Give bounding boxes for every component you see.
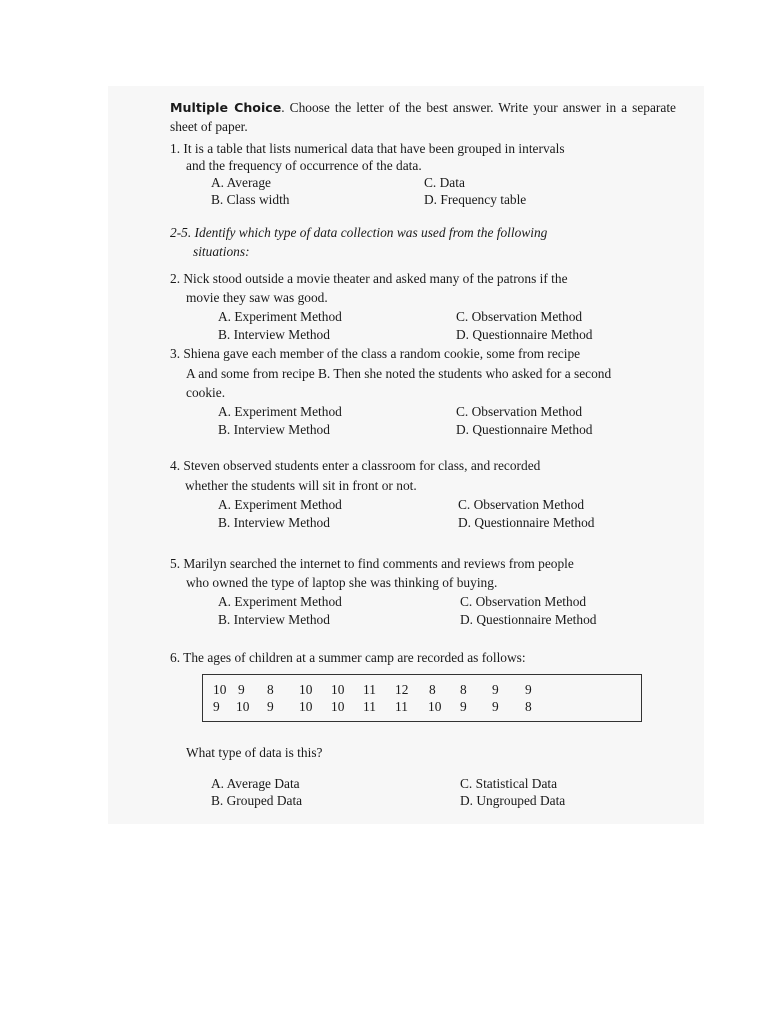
q6-prompt: What type of data is this?	[186, 745, 323, 760]
section-heading-line2: situations:	[193, 244, 250, 259]
age-value: 10	[299, 699, 313, 714]
age-value: 10	[236, 699, 250, 714]
age-value: 9	[213, 699, 220, 714]
q2-option-b: B. Interview Method	[218, 327, 330, 342]
q6-option-a: A. Average Data	[211, 776, 300, 791]
age-value: 10	[331, 682, 345, 697]
q2-option-d: D. Questionnaire Method	[456, 327, 593, 342]
age-value: 11	[363, 682, 376, 697]
q3-text-line1: 3. Shiena gave each member of the class a random cookie, some from recipe	[170, 346, 581, 361]
q5-option-a: A. Experiment Method	[218, 594, 342, 609]
q3-option-d: D. Questionnaire Method	[456, 422, 593, 437]
q1-option-c: C. Data	[424, 175, 465, 190]
q6-text-line1: 6. The ages of children at a summer camp are recorded as follows:	[170, 650, 526, 665]
age-value: 9	[267, 699, 274, 714]
ages-row-2	[203, 699, 641, 715]
q5-option-d: D. Questionnaire Method	[460, 612, 597, 627]
instructions-text: . Choose the letter of the best answer. Write your answer in a separate sheet of paper.	[170, 100, 676, 134]
age-value: 11	[395, 699, 408, 714]
age-value: 11	[363, 699, 376, 714]
instructions	[170, 98, 676, 136]
age-value: 9	[492, 699, 499, 714]
age-value: 10	[213, 682, 227, 697]
age-value: 8	[429, 682, 436, 697]
age-value: 8	[267, 682, 274, 697]
q5-option-b: B. Interview Method	[218, 612, 330, 627]
q4-option-d: D. Questionnaire Method	[458, 515, 595, 530]
q2-option-a: A. Experiment Method	[218, 309, 342, 324]
q4-option-b: B. Interview Method	[218, 515, 330, 530]
q1-option-a: A. Average	[211, 175, 271, 190]
q6-option-b: B. Grouped Data	[211, 793, 303, 808]
q3-text-line2: A and some from recipe B. Then she noted the students who asked for a second	[186, 366, 612, 381]
q4-option-a: A. Experiment Method	[218, 497, 342, 512]
q1-text-line2: and the frequency of occurrence of the data.	[186, 158, 422, 173]
q3-text-line3: cookie.	[186, 385, 226, 400]
q5-option-c: C. Observation Method	[460, 594, 587, 609]
q5-text-line1: 5. Marilyn searched the internet to find comments and reviews from people	[170, 556, 574, 571]
age-value: 9	[525, 682, 532, 697]
age-value: 10	[299, 682, 313, 697]
q2-text-line2: movie they saw was good.	[186, 290, 328, 305]
q5-text-line2: who owned the type of laptop she was thinking of buying.	[186, 575, 498, 590]
age-value: 9	[238, 682, 245, 697]
q2-text-line1: 2. Nick stood outside a movie theater and asked many of the patrons if the	[170, 271, 568, 286]
q6-option-c: C. Statistical Data	[460, 776, 558, 791]
q4-text-line2: whether the students will sit in front or not.	[185, 478, 417, 493]
q3-option-c: C. Observation Method	[456, 404, 583, 419]
q4-option-c: C. Observation Method	[458, 497, 585, 512]
q3-option-b: B. Interview Method	[218, 422, 330, 437]
q1-text-line1: 1. It is a table that lists numerical data that have been grouped in intervals	[170, 141, 565, 156]
q3-option-a: A. Experiment Method	[218, 404, 342, 419]
age-value: 8	[460, 682, 467, 697]
q1-option-d: D. Frequency table	[424, 192, 527, 207]
ages-table	[202, 674, 642, 722]
age-value: 10	[331, 699, 345, 714]
age-value: 9	[492, 682, 499, 697]
ages-row-1	[203, 682, 641, 698]
q2-option-c: C. Observation Method	[456, 309, 583, 324]
q1-option-b: B. Class width	[211, 192, 290, 207]
q6-option-d: D. Ungrouped Data	[460, 793, 566, 808]
age-value: 8	[525, 699, 532, 714]
section-heading-line1: 2-5. Identify which type of data collection was used from the following	[170, 225, 548, 240]
instructions-lead: Multiple Choice	[170, 100, 282, 115]
age-value: 12	[395, 682, 409, 697]
age-value: 9	[460, 699, 467, 714]
q4-text-line1: 4. Steven observed students enter a classroom for class, and recorded	[170, 458, 541, 473]
age-value: 10	[428, 699, 442, 714]
